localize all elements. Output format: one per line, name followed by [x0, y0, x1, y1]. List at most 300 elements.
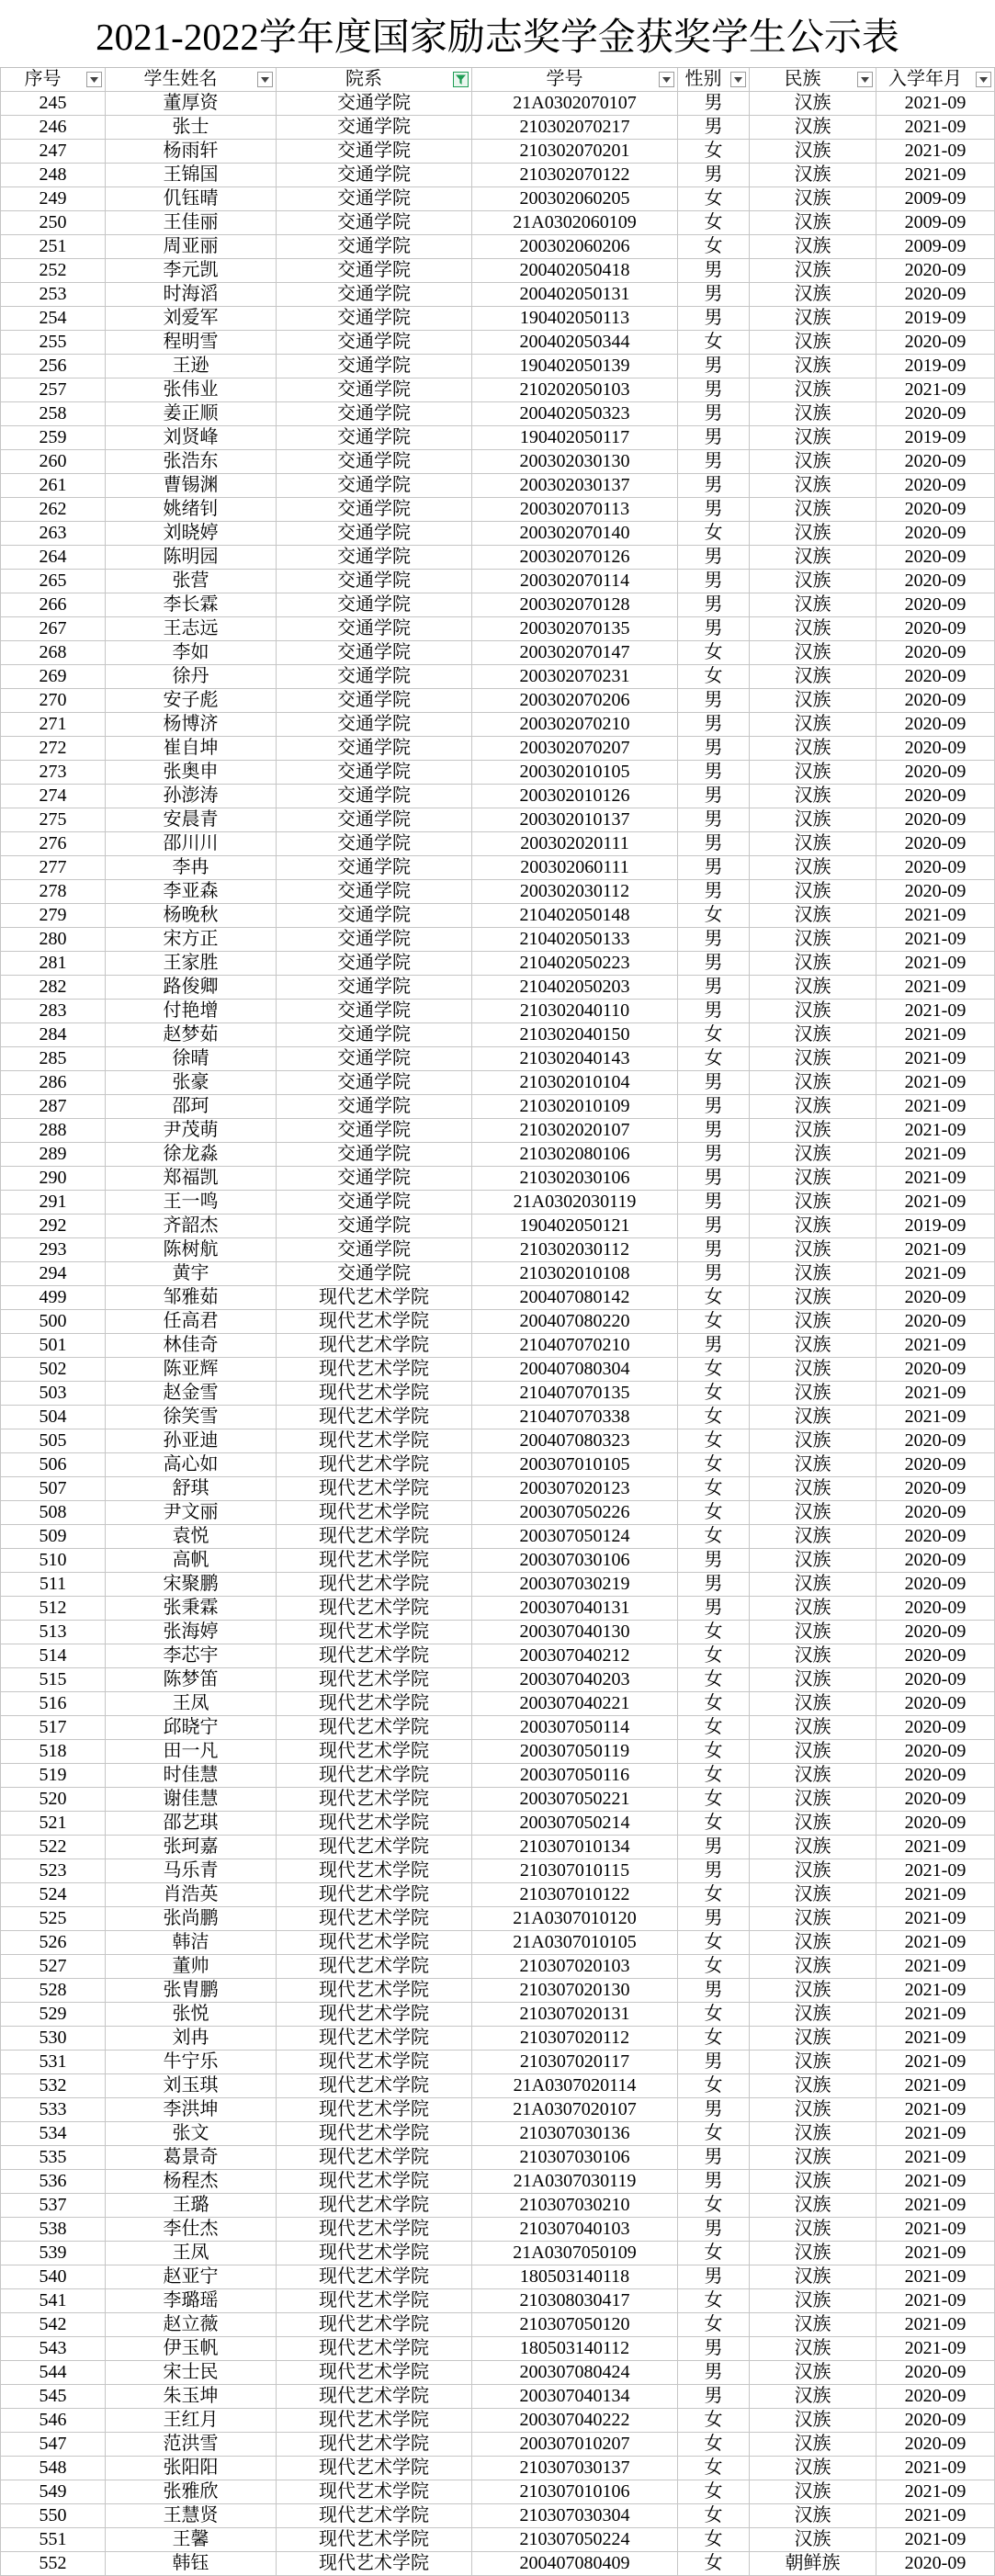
cell-department[interactable]: 现代艺术学院 — [277, 1907, 472, 1931]
cell-student-name[interactable]: 王一鸣 — [106, 1191, 277, 1215]
cell-student-name[interactable]: 张珂嘉 — [106, 1836, 277, 1859]
cell-ethnicity[interactable]: 汉族 — [750, 331, 876, 355]
cell-department[interactable]: 现代艺术学院 — [277, 1429, 472, 1453]
cell-gender[interactable]: 男 — [678, 2385, 750, 2409]
cell-department[interactable]: 现代艺术学院 — [277, 2003, 472, 2027]
cell-student-id[interactable]: 200402050131 — [472, 283, 678, 307]
cell-ethnicity[interactable]: 汉族 — [750, 2337, 876, 2361]
cell-department[interactable]: 现代艺术学院 — [277, 1573, 472, 1597]
cell-ethnicity[interactable]: 汉族 — [750, 1310, 876, 1334]
cell-serial-number[interactable]: 251 — [0, 235, 106, 259]
cell-ethnicity[interactable]: 汉族 — [750, 1406, 876, 1429]
cell-department[interactable]: 交通学院 — [277, 1047, 472, 1071]
cell-serial-number[interactable]: 271 — [0, 713, 106, 737]
cell-student-id[interactable]: 200307040222 — [472, 2409, 678, 2433]
cell-student-name[interactable]: 李芯宇 — [106, 1644, 277, 1668]
cell-ethnicity[interactable]: 汉族 — [750, 2051, 876, 2074]
cell-student-id[interactable]: 210307050120 — [472, 2313, 678, 2337]
cell-gender[interactable]: 女 — [678, 1023, 750, 1047]
cell-ethnicity[interactable]: 汉族 — [750, 1979, 876, 2003]
cell-student-id[interactable]: 180503140118 — [472, 2265, 678, 2289]
cell-student-id[interactable]: 200302030137 — [472, 474, 678, 498]
cell-student-name[interactable]: 张浩东 — [106, 450, 277, 474]
cell-ethnicity[interactable]: 汉族 — [750, 761, 876, 785]
cell-student-name[interactable]: 刘晓婷 — [106, 522, 277, 546]
cell-serial-number[interactable]: 259 — [0, 426, 106, 450]
cell-serial-number[interactable]: 274 — [0, 785, 106, 808]
cell-gender[interactable]: 男 — [678, 832, 750, 856]
cell-student-id[interactable]: 210302010108 — [472, 1262, 678, 1286]
cell-student-name[interactable]: 张海婷 — [106, 1621, 277, 1644]
cell-gender[interactable]: 男 — [678, 1597, 750, 1621]
header-serial-number[interactable] — [0, 68, 106, 92]
cell-serial-number[interactable]: 511 — [0, 1573, 106, 1597]
cell-gender[interactable]: 男 — [678, 1334, 750, 1358]
cell-student-name[interactable]: 高心如 — [106, 1453, 277, 1477]
cell-enrollment-date[interactable]: 2009-09 — [876, 211, 995, 235]
cell-department[interactable]: 交通学院 — [277, 785, 472, 808]
cell-department[interactable]: 交通学院 — [277, 1262, 472, 1286]
header-department[interactable] — [277, 68, 472, 92]
cell-department[interactable]: 现代艺术学院 — [277, 1310, 472, 1334]
cell-student-id[interactable]: 210307040103 — [472, 2218, 678, 2242]
cell-student-id[interactable]: 21A0302060109 — [472, 211, 678, 235]
cell-gender[interactable]: 男 — [678, 976, 750, 1000]
cell-enrollment-date[interactable]: 2020-09 — [876, 1501, 995, 1525]
cell-serial-number[interactable]: 282 — [0, 976, 106, 1000]
cell-gender[interactable]: 男 — [678, 856, 750, 880]
cell-student-id[interactable]: 210302070201 — [472, 140, 678, 164]
cell-enrollment-date[interactable]: 2021-09 — [876, 2098, 995, 2122]
cell-department[interactable]: 交通学院 — [277, 1238, 472, 1262]
cell-gender[interactable]: 女 — [678, 1310, 750, 1334]
cell-student-id[interactable]: 200302070207 — [472, 737, 678, 761]
cell-ethnicity[interactable]: 汉族 — [750, 2313, 876, 2337]
cell-student-id[interactable]: 210307030137 — [472, 2457, 678, 2480]
cell-student-name[interactable]: 陈树航 — [106, 1238, 277, 1262]
cell-gender[interactable]: 男 — [678, 952, 750, 976]
cell-student-id[interactable]: 200302020111 — [472, 832, 678, 856]
cell-department[interactable]: 交通学院 — [277, 522, 472, 546]
cell-gender[interactable]: 女 — [678, 1955, 750, 1979]
cell-department[interactable]: 现代艺术学院 — [277, 2480, 472, 2504]
cell-gender[interactable]: 男 — [678, 593, 750, 617]
cell-gender[interactable]: 男 — [678, 1000, 750, 1023]
cell-ethnicity[interactable]: 汉族 — [750, 259, 876, 283]
cell-ethnicity[interactable]: 汉族 — [750, 2480, 876, 2504]
cell-student-name[interactable]: 赵立薇 — [106, 2313, 277, 2337]
cell-department[interactable]: 交通学院 — [277, 856, 472, 880]
cell-serial-number[interactable]: 515 — [0, 1668, 106, 1692]
header-student-id[interactable] — [472, 68, 678, 92]
cell-student-name[interactable]: 李洪坤 — [106, 2098, 277, 2122]
cell-student-name[interactable]: 张悦 — [106, 2003, 277, 2027]
cell-enrollment-date[interactable]: 2021-09 — [876, 2265, 995, 2289]
cell-student-name[interactable]: 杨博济 — [106, 713, 277, 737]
cell-ethnicity[interactable]: 汉族 — [750, 856, 876, 880]
cell-department[interactable]: 现代艺术学院 — [277, 1836, 472, 1859]
cell-student-name[interactable]: 周亚丽 — [106, 235, 277, 259]
cell-enrollment-date[interactable]: 2021-09 — [876, 2146, 995, 2170]
cell-department[interactable]: 交通学院 — [277, 378, 472, 402]
cell-department[interactable]: 现代艺术学院 — [277, 2242, 472, 2265]
cell-serial-number[interactable]: 293 — [0, 1238, 106, 1262]
cell-department[interactable]: 现代艺术学院 — [277, 1740, 472, 1764]
cell-gender[interactable]: 男 — [678, 1238, 750, 1262]
cell-student-id[interactable]: 200302070114 — [472, 570, 678, 593]
cell-student-id[interactable]: 210307010122 — [472, 1883, 678, 1907]
cell-student-id[interactable]: 200307010105 — [472, 1453, 678, 1477]
cell-serial-number[interactable]: 253 — [0, 283, 106, 307]
cell-gender[interactable]: 男 — [678, 402, 750, 426]
cell-student-id[interactable]: 200302070135 — [472, 617, 678, 641]
cell-department[interactable]: 现代艺术学院 — [277, 1453, 472, 1477]
cell-gender[interactable]: 男 — [678, 2361, 750, 2385]
cell-ethnicity[interactable]: 朝鲜族 — [750, 2552, 876, 2576]
filter-dropdown-button[interactable] — [976, 72, 991, 87]
cell-ethnicity[interactable]: 汉族 — [750, 1597, 876, 1621]
cell-student-name[interactable]: 范洪雪 — [106, 2433, 277, 2457]
cell-ethnicity[interactable]: 汉族 — [750, 1286, 876, 1310]
cell-student-id[interactable]: 200302060205 — [472, 187, 678, 211]
cell-department[interactable]: 交通学院 — [277, 474, 472, 498]
cell-ethnicity[interactable]: 汉族 — [750, 92, 876, 116]
cell-serial-number[interactable]: 518 — [0, 1740, 106, 1764]
cell-student-name[interactable]: 陈亚辉 — [106, 1358, 277, 1382]
cell-enrollment-date[interactable]: 2021-09 — [876, 1095, 995, 1119]
cell-department[interactable]: 交通学院 — [277, 1215, 472, 1238]
cell-ethnicity[interactable]: 汉族 — [750, 808, 876, 832]
cell-serial-number[interactable]: 272 — [0, 737, 106, 761]
cell-department[interactable]: 现代艺术学院 — [277, 1525, 472, 1549]
cell-student-name[interactable]: 高帆 — [106, 1549, 277, 1573]
cell-ethnicity[interactable]: 汉族 — [750, 1453, 876, 1477]
cell-gender[interactable]: 女 — [678, 1358, 750, 1382]
cell-student-id[interactable]: 200302070147 — [472, 641, 678, 665]
cell-enrollment-date[interactable]: 2021-09 — [876, 1931, 995, 1955]
cell-ethnicity[interactable]: 汉族 — [750, 1334, 876, 1358]
cell-gender[interactable]: 女 — [678, 641, 750, 665]
cell-student-name[interactable]: 刘玉琪 — [106, 2074, 277, 2098]
cell-student-id[interactable]: 200302060111 — [472, 856, 678, 880]
header-gender[interactable] — [678, 68, 750, 92]
cell-ethnicity[interactable]: 汉族 — [750, 1740, 876, 1764]
cell-ethnicity[interactable]: 汉族 — [750, 1836, 876, 1859]
cell-enrollment-date[interactable]: 2020-09 — [876, 2433, 995, 2457]
cell-student-id[interactable]: 210302070217 — [472, 116, 678, 140]
cell-department[interactable]: 交通学院 — [277, 737, 472, 761]
cell-enrollment-date[interactable]: 2021-09 — [876, 904, 995, 928]
cell-enrollment-date[interactable]: 2020-09 — [876, 1286, 995, 1310]
cell-student-name[interactable]: 徐笑雪 — [106, 1406, 277, 1429]
cell-ethnicity[interactable]: 汉族 — [750, 402, 876, 426]
cell-student-name[interactable]: 尹文丽 — [106, 1501, 277, 1525]
cell-student-id[interactable]: 210307020117 — [472, 2051, 678, 2074]
cell-student-id[interactable]: 210402050148 — [472, 904, 678, 928]
cell-student-name[interactable]: 张营 — [106, 570, 277, 593]
cell-student-name[interactable]: 李元凯 — [106, 259, 277, 283]
cell-student-name[interactable]: 王馨 — [106, 2528, 277, 2552]
cell-student-name[interactable]: 伊玉帆 — [106, 2337, 277, 2361]
cell-gender[interactable]: 男 — [678, 450, 750, 474]
cell-serial-number[interactable]: 252 — [0, 259, 106, 283]
cell-gender[interactable]: 女 — [678, 1692, 750, 1716]
cell-enrollment-date[interactable]: 2020-09 — [876, 1453, 995, 1477]
cell-serial-number[interactable]: 257 — [0, 378, 106, 402]
cell-enrollment-date[interactable]: 2020-09 — [876, 1621, 995, 1644]
cell-student-name[interactable]: 尹茂萌 — [106, 1119, 277, 1143]
cell-enrollment-date[interactable]: 2021-09 — [876, 2337, 995, 2361]
cell-serial-number[interactable]: 291 — [0, 1191, 106, 1215]
cell-serial-number[interactable]: 280 — [0, 928, 106, 952]
cell-department[interactable]: 现代艺术学院 — [277, 1358, 472, 1382]
cell-gender[interactable]: 男 — [678, 1573, 750, 1597]
cell-gender[interactable]: 男 — [678, 259, 750, 283]
cell-student-name[interactable]: 时佳慧 — [106, 1764, 277, 1788]
cell-enrollment-date[interactable]: 2020-09 — [876, 498, 995, 522]
cell-student-name[interactable]: 王慧贤 — [106, 2504, 277, 2528]
cell-gender[interactable]: 女 — [678, 2074, 750, 2098]
cell-department[interactable]: 交通学院 — [277, 1167, 472, 1191]
cell-department[interactable]: 交通学院 — [277, 689, 472, 713]
cell-department[interactable]: 交通学院 — [277, 1191, 472, 1215]
cell-gender[interactable]: 女 — [678, 1740, 750, 1764]
cell-serial-number[interactable]: 537 — [0, 2194, 106, 2218]
cell-gender[interactable]: 女 — [678, 331, 750, 355]
cell-ethnicity[interactable]: 汉族 — [750, 355, 876, 378]
cell-ethnicity[interactable]: 汉族 — [750, 880, 876, 904]
cell-gender[interactable]: 女 — [678, 2409, 750, 2433]
cell-ethnicity[interactable]: 汉族 — [750, 426, 876, 450]
cell-serial-number[interactable]: 507 — [0, 1477, 106, 1501]
cell-student-id[interactable]: 210307020130 — [472, 1979, 678, 2003]
cell-student-id[interactable]: 200307040221 — [472, 1692, 678, 1716]
cell-student-id[interactable]: 190402050117 — [472, 426, 678, 450]
cell-serial-number[interactable]: 512 — [0, 1597, 106, 1621]
cell-serial-number[interactable]: 278 — [0, 880, 106, 904]
cell-department[interactable]: 现代艺术学院 — [277, 2122, 472, 2146]
cell-gender[interactable]: 男 — [678, 570, 750, 593]
cell-student-name[interactable]: 杨晚秋 — [106, 904, 277, 928]
cell-serial-number[interactable]: 248 — [0, 164, 106, 187]
filter-dropdown-button[interactable] — [257, 72, 273, 87]
cell-student-name[interactable]: 张文 — [106, 2122, 277, 2146]
cell-gender[interactable]: 女 — [678, 1931, 750, 1955]
cell-student-id[interactable]: 210402050133 — [472, 928, 678, 952]
cell-enrollment-date[interactable]: 2021-09 — [876, 378, 995, 402]
cell-student-name[interactable]: 程明雪 — [106, 331, 277, 355]
cell-department[interactable]: 现代艺术学院 — [277, 1859, 472, 1883]
cell-serial-number[interactable]: 545 — [0, 2385, 106, 2409]
cell-enrollment-date[interactable]: 2021-09 — [876, 1382, 995, 1406]
cell-department[interactable]: 交通学院 — [277, 402, 472, 426]
cell-gender[interactable]: 男 — [678, 2170, 750, 2194]
cell-student-id[interactable]: 210307030210 — [472, 2194, 678, 2218]
cell-student-id[interactable]: 200307020123 — [472, 1477, 678, 1501]
cell-enrollment-date[interactable]: 2019-09 — [876, 355, 995, 378]
cell-student-name[interactable]: 刘冉 — [106, 2027, 277, 2051]
cell-department[interactable]: 交通学院 — [277, 641, 472, 665]
cell-department[interactable]: 现代艺术学院 — [277, 2194, 472, 2218]
cell-enrollment-date[interactable]: 2021-09 — [876, 2242, 995, 2265]
cell-serial-number[interactable]: 533 — [0, 2098, 106, 2122]
cell-department[interactable]: 现代艺术学院 — [277, 1955, 472, 1979]
cell-enrollment-date[interactable]: 2020-09 — [876, 1525, 995, 1549]
cell-student-name[interactable]: 李仕杰 — [106, 2218, 277, 2242]
cell-department[interactable]: 现代艺术学院 — [277, 2552, 472, 2576]
cell-enrollment-date[interactable]: 2020-09 — [876, 331, 995, 355]
cell-enrollment-date[interactable]: 2009-09 — [876, 235, 995, 259]
cell-student-id[interactable]: 200407080142 — [472, 1286, 678, 1310]
cell-student-name[interactable]: 张豪 — [106, 1071, 277, 1095]
cell-student-id[interactable]: 200402050418 — [472, 259, 678, 283]
cell-ethnicity[interactable]: 汉族 — [750, 1071, 876, 1095]
cell-enrollment-date[interactable]: 2021-09 — [876, 1955, 995, 1979]
cell-gender[interactable]: 男 — [678, 1167, 750, 1191]
cell-enrollment-date[interactable]: 2021-09 — [876, 1836, 995, 1859]
cell-serial-number[interactable]: 528 — [0, 1979, 106, 2003]
cell-ethnicity[interactable]: 汉族 — [750, 1716, 876, 1740]
cell-student-name[interactable]: 张奥申 — [106, 761, 277, 785]
cell-enrollment-date[interactable]: 2021-09 — [876, 164, 995, 187]
cell-gender[interactable]: 男 — [678, 426, 750, 450]
cell-student-name[interactable]: 徐晴 — [106, 1047, 277, 1071]
cell-serial-number[interactable]: 250 — [0, 211, 106, 235]
cell-serial-number[interactable]: 516 — [0, 1692, 106, 1716]
cell-enrollment-date[interactable]: 2020-09 — [876, 1788, 995, 1812]
cell-enrollment-date[interactable]: 2021-09 — [876, 1883, 995, 1907]
cell-department[interactable]: 现代艺术学院 — [277, 2385, 472, 2409]
cell-student-id[interactable]: 21A0307010105 — [472, 1931, 678, 1955]
cell-department[interactable]: 交通学院 — [277, 593, 472, 617]
cell-enrollment-date[interactable]: 2020-09 — [876, 1429, 995, 1453]
cell-department[interactable]: 交通学院 — [277, 1143, 472, 1167]
cell-department[interactable]: 现代艺术学院 — [277, 2409, 472, 2433]
cell-gender[interactable]: 男 — [678, 1859, 750, 1883]
cell-student-name[interactable]: 宋方正 — [106, 928, 277, 952]
cell-department[interactable]: 现代艺术学院 — [277, 2361, 472, 2385]
cell-student-name[interactable]: 董厚资 — [106, 92, 277, 116]
cell-enrollment-date[interactable]: 2021-09 — [876, 92, 995, 116]
cell-student-name[interactable]: 齐韶杰 — [106, 1215, 277, 1238]
cell-gender[interactable]: 女 — [678, 2504, 750, 2528]
cell-department[interactable]: 现代艺术学院 — [277, 1692, 472, 1716]
cell-gender[interactable]: 男 — [678, 164, 750, 187]
cell-student-name[interactable]: 赵梦茹 — [106, 1023, 277, 1047]
cell-serial-number[interactable]: 534 — [0, 2122, 106, 2146]
cell-student-name[interactable]: 宋士民 — [106, 2361, 277, 2385]
cell-department[interactable]: 现代艺术学院 — [277, 2074, 472, 2098]
cell-student-name[interactable]: 朱玉坤 — [106, 2385, 277, 2409]
cell-ethnicity[interactable]: 汉族 — [750, 1382, 876, 1406]
cell-enrollment-date[interactable]: 2020-09 — [876, 474, 995, 498]
cell-student-name[interactable]: 王逊 — [106, 355, 277, 378]
cell-department[interactable]: 现代艺术学院 — [277, 1477, 472, 1501]
cell-enrollment-date[interactable]: 2020-09 — [876, 761, 995, 785]
cell-serial-number[interactable]: 245 — [0, 92, 106, 116]
cell-student-id[interactable]: 200302070231 — [472, 665, 678, 689]
cell-gender[interactable]: 女 — [678, 2457, 750, 2480]
cell-serial-number[interactable]: 520 — [0, 1788, 106, 1812]
cell-ethnicity[interactable]: 汉族 — [750, 1883, 876, 1907]
cell-enrollment-date[interactable]: 2021-09 — [876, 1167, 995, 1191]
cell-serial-number[interactable]: 509 — [0, 1525, 106, 1549]
cell-serial-number[interactable]: 517 — [0, 1716, 106, 1740]
cell-student-name[interactable]: 王家胜 — [106, 952, 277, 976]
cell-student-id[interactable]: 200407080304 — [472, 1358, 678, 1382]
cell-enrollment-date[interactable]: 2019-09 — [876, 426, 995, 450]
cell-student-id[interactable]: 200302070126 — [472, 546, 678, 570]
cell-student-name[interactable]: 宋聚鹏 — [106, 1573, 277, 1597]
cell-serial-number[interactable]: 292 — [0, 1215, 106, 1238]
cell-gender[interactable]: 男 — [678, 1907, 750, 1931]
cell-ethnicity[interactable]: 汉族 — [750, 1764, 876, 1788]
cell-gender[interactable]: 女 — [678, 522, 750, 546]
cell-serial-number[interactable]: 273 — [0, 761, 106, 785]
cell-department[interactable]: 交通学院 — [277, 808, 472, 832]
cell-ethnicity[interactable]: 汉族 — [750, 2457, 876, 2480]
cell-student-name[interactable]: 李亚森 — [106, 880, 277, 904]
cell-department[interactable]: 现代艺术学院 — [277, 1382, 472, 1406]
cell-student-id[interactable]: 200307050221 — [472, 1788, 678, 1812]
cell-gender[interactable]: 男 — [678, 1262, 750, 1286]
cell-student-id[interactable]: 210307050224 — [472, 2528, 678, 2552]
cell-ethnicity[interactable]: 汉族 — [750, 928, 876, 952]
cell-student-id[interactable]: 200407080220 — [472, 1310, 678, 1334]
cell-enrollment-date[interactable]: 2020-09 — [876, 689, 995, 713]
cell-ethnicity[interactable]: 汉族 — [750, 1167, 876, 1191]
cell-enrollment-date[interactable]: 2021-09 — [876, 1191, 995, 1215]
cell-ethnicity[interactable]: 汉族 — [750, 665, 876, 689]
cell-ethnicity[interactable]: 汉族 — [750, 378, 876, 402]
cell-student-name[interactable]: 仉钰晴 — [106, 187, 277, 211]
cell-serial-number[interactable]: 549 — [0, 2480, 106, 2504]
cell-ethnicity[interactable]: 汉族 — [750, 1119, 876, 1143]
cell-serial-number[interactable]: 267 — [0, 617, 106, 641]
cell-department[interactable]: 交通学院 — [277, 116, 472, 140]
cell-department[interactable]: 现代艺术学院 — [277, 2146, 472, 2170]
cell-student-name[interactable]: 姜正顺 — [106, 402, 277, 426]
cell-serial-number[interactable]: 294 — [0, 1262, 106, 1286]
cell-gender[interactable]: 女 — [678, 2194, 750, 2218]
cell-serial-number[interactable]: 523 — [0, 1859, 106, 1883]
cell-serial-number[interactable]: 535 — [0, 2146, 106, 2170]
cell-student-name[interactable]: 张伟业 — [106, 378, 277, 402]
cell-ethnicity[interactable]: 汉族 — [750, 2218, 876, 2242]
cell-student-id[interactable]: 200307040131 — [472, 1597, 678, 1621]
cell-ethnicity[interactable]: 汉族 — [750, 474, 876, 498]
cell-gender[interactable]: 女 — [678, 1716, 750, 1740]
cell-serial-number[interactable]: 264 — [0, 546, 106, 570]
cell-department[interactable]: 交通学院 — [277, 450, 472, 474]
cell-student-name[interactable]: 马乐青 — [106, 1859, 277, 1883]
cell-serial-number[interactable]: 263 — [0, 522, 106, 546]
cell-enrollment-date[interactable]: 2021-09 — [876, 2480, 995, 2504]
cell-student-id[interactable]: 21A0307010120 — [472, 1907, 678, 1931]
cell-gender[interactable]: 男 — [678, 713, 750, 737]
cell-gender[interactable]: 女 — [678, 2480, 750, 2504]
cell-student-id[interactable]: 200302030130 — [472, 450, 678, 474]
cell-department[interactable]: 交通学院 — [277, 761, 472, 785]
cell-serial-number[interactable]: 501 — [0, 1334, 106, 1358]
cell-department[interactable]: 现代艺术学院 — [277, 2289, 472, 2313]
cell-enrollment-date[interactable]: 2020-09 — [876, 1716, 995, 1740]
cell-enrollment-date[interactable]: 2021-09 — [876, 1907, 995, 1931]
cell-department[interactable]: 现代艺术学院 — [277, 1979, 472, 2003]
cell-department[interactable]: 交通学院 — [277, 880, 472, 904]
cell-enrollment-date[interactable]: 2020-09 — [876, 641, 995, 665]
cell-student-name[interactable]: 安子彪 — [106, 689, 277, 713]
